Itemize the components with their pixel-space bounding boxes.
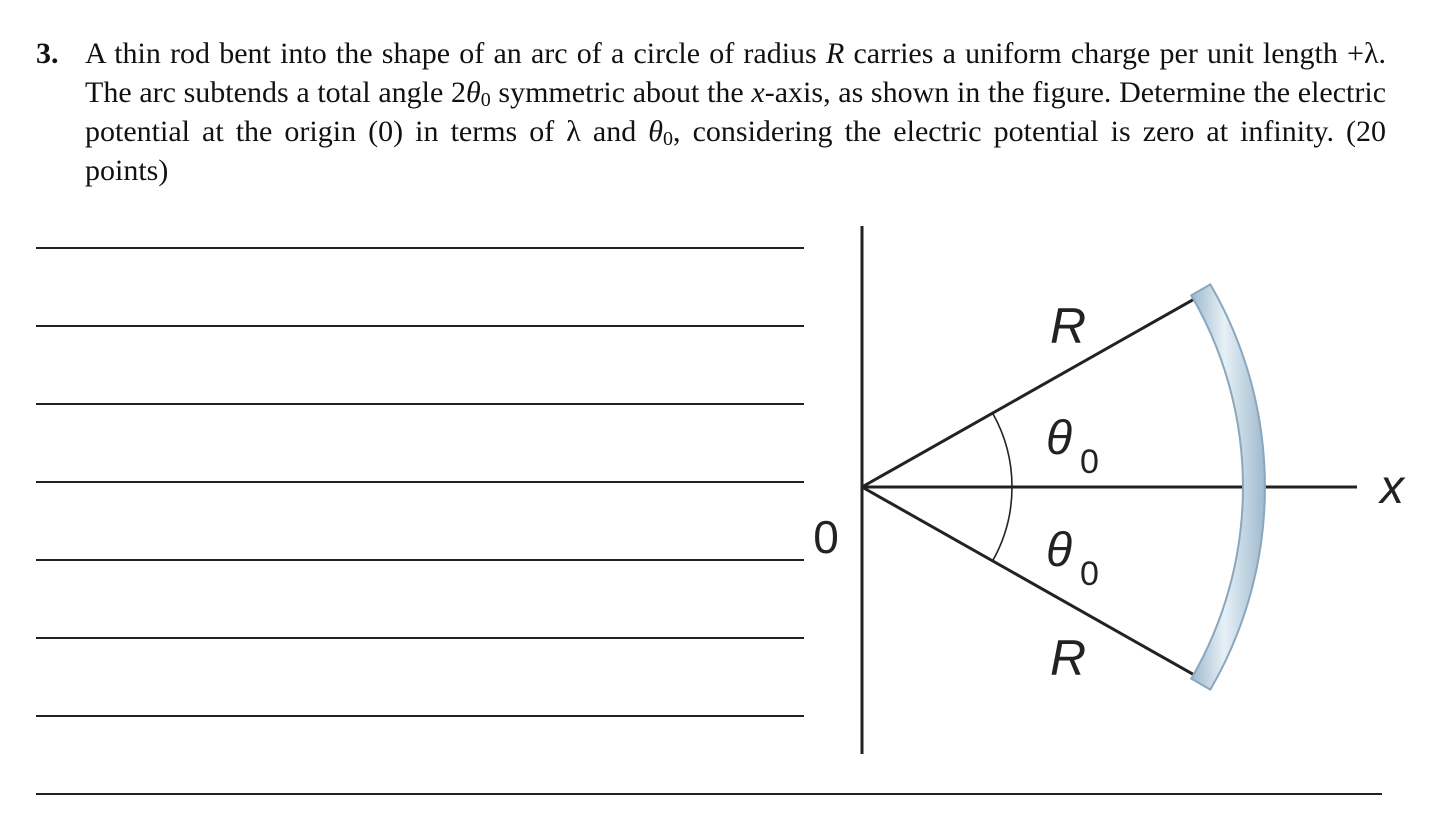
charged-arc-figure [800,220,1404,760]
label-x-axis: x [1380,461,1404,514]
answer-line[interactable] [36,793,1382,795]
label-theta-top: θ [1046,412,1073,465]
answer-line[interactable] [36,637,804,639]
radius-line-bottom [862,487,1197,677]
angle-arc-bottom [993,487,1012,561]
radius-line-top [862,297,1197,487]
label-radius-top: R [1049,298,1087,354]
answer-line[interactable] [36,247,804,249]
label-theta-bottom-subscript: 0 [1080,555,1099,593]
label-radius-bottom: R [1049,630,1087,686]
answer-line[interactable] [36,715,804,717]
label-theta-top-subscript: 0 [1080,443,1099,481]
problem-statement [36,34,1386,190]
question-number: 3. [36,37,59,70]
answer-line[interactable] [36,481,804,483]
label-theta-bottom: θ [1046,524,1073,577]
angle-arc-top [993,413,1012,487]
answer-line[interactable] [36,325,804,327]
question-text: A thin rod bent into the shape of an arc of a circle of radius R carries a uniform charge per unit length +λ. The arc subtends a total angle $2\theta_0$ symmetric about the x-axis, as shown in the figure. Determine the electric potential at the origin (0) in terms of λ and $\theta_0$, considering the electric potential is zero at infinity. (20 points) [85,37,1387,187]
label-origin: 0 [813,511,839,563]
answer-line[interactable] [36,559,804,561]
answer-line[interactable] [36,403,804,405]
